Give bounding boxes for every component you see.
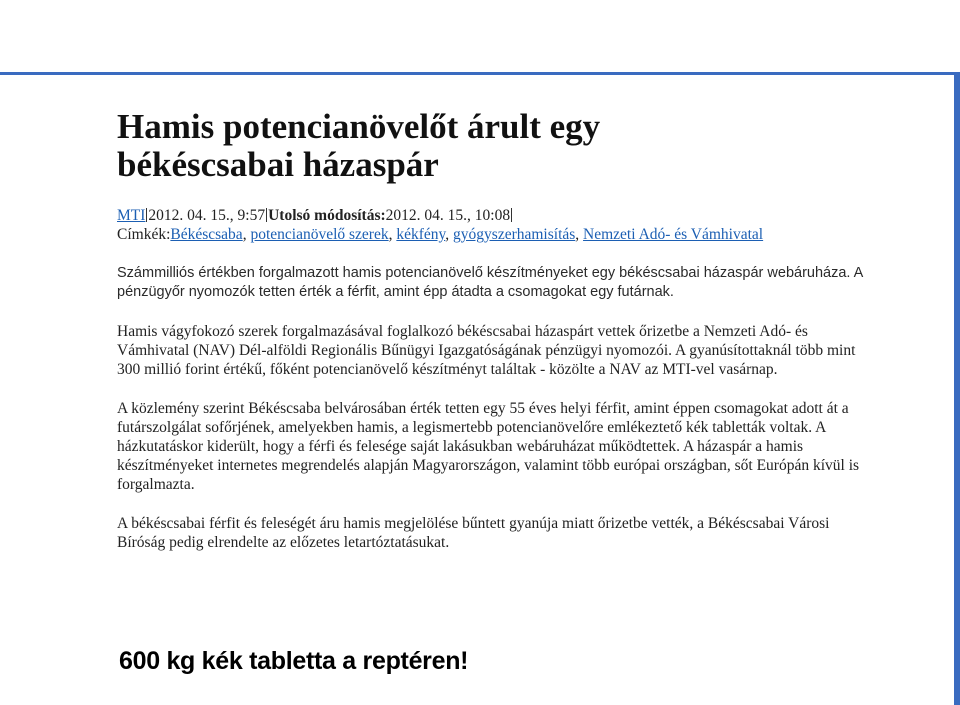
article-paragraph: A közlemény szerint Békéscsaba belvárosában érték tetten egy 55 éves helyi férfit, amint éppen csomagokat adott át a futárszolgálat sofőrjének, amelyekben hamis, a legismertebb potencianövelőre emlékeztető kék tabletták voltak. A házkutatáskor kiderült, hogy a férfi és felesége saját lakásukban webáruházat működtettek. A házaspár a hamis készítményeket internetes megrendelés alapján Magyarországon, valamint több európai országban, sőt Európán kívül is forgalmazta. bbox=[117, 400, 860, 493]
tag-link-gyogyszerhamisitas[interactable]: gyógyszerhamisítás bbox=[453, 226, 576, 243]
tag-link-bekescsaba[interactable]: Békéscsaba bbox=[170, 226, 243, 243]
meta-separator bbox=[266, 208, 267, 222]
slide-top-rule bbox=[0, 72, 960, 75]
published-time: 2012. 04. 15., 9:57 bbox=[148, 207, 266, 224]
tag-link-kekfeny[interactable]: kékfény bbox=[396, 226, 446, 243]
article bbox=[117, 108, 867, 552]
article-headline: Hamis potencianövelőt árult egy békéscsabai házaspár bbox=[117, 107, 601, 184]
article-paragraph: Hamis vágyfokozó szerek forgalmazásával foglalkozó békéscsabai házaspárt vettek őrizetbe a Nemzeti Adó- és Vámhivatal (NAV) Dél-alföldi Regionális Bűnügyi Igazgatóságának pénzügyi nyomozói. A gyanúsítottaknál több mint 300 millió forint értékű, főként potencianövelő készítményt találtak - közölte a NAV az MTI-vel vasárnap. bbox=[117, 323, 856, 378]
modified-time: 2012. 04. 15., 10:08 bbox=[385, 207, 511, 224]
article-paragraph: A békéscsabai férfit és feleségét áru hamis megjelölése bűntett gyanúja miatt őrizetbe vették, a Békéscsabai Városi Bíróság pedig elrendelte az előzetes letartóztatásukat. bbox=[117, 515, 830, 551]
tags-label: Címkék: bbox=[117, 226, 171, 243]
slide-caption: 600 kg kék tabletta a reptéren! bbox=[119, 647, 469, 675]
article-lead: Számmilliós értékben forgalmazott hamis potencianövelő készítményeket egy békéscsabai házaspár webáruháza. A pénzügyőr nyomozók tetten érték a férfit, amint épp átadta a csomagokat egy futárnak. bbox=[117, 265, 863, 300]
slide-right-rule bbox=[954, 72, 960, 705]
meta-separator bbox=[511, 208, 512, 222]
tag-link-nav[interactable]: Nemzeti Adó- és Vámhivatal bbox=[583, 226, 764, 243]
article-meta: MTI 2012. 04. 15., 9:57 Utolsó módosítás:2012. 04. 15., 10:08 Címkék:Békéscsaba, potencianövelő szerek, kékfény, gyógyszerhamisítás, Nemzeti Adó- és Vámhivatal bbox=[117, 207, 764, 243]
tag-link-potencianovelo-szerek[interactable]: potencianövelő szerek bbox=[250, 226, 389, 243]
modified-label: Utolsó módosítás: bbox=[268, 207, 386, 224]
source-link[interactable]: MTI bbox=[117, 207, 146, 224]
